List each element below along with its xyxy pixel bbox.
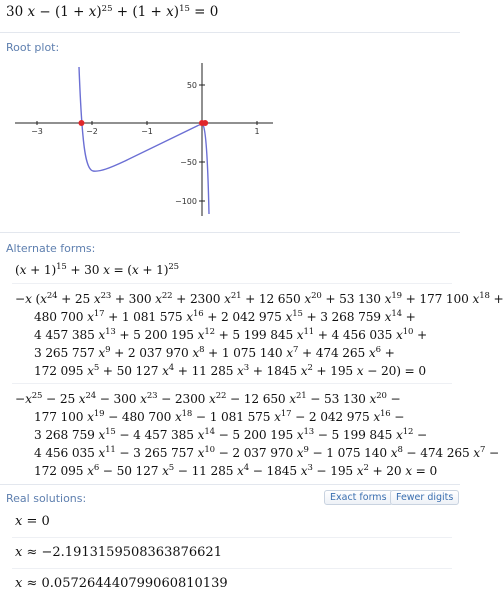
alternate-form-2-line: 3 265 757 $x^9 + 2$ 037 970 $x^8 + 1$ 075 140 $x^7 + 474$ 265 $x^6$ + [34, 345, 395, 360]
alternate-form-3-line: $-x^{25} - 25$ $x^{24} - 300$ $x^{23} - 2300$ $x^{22} - 12$ 650 $x^{21} - 53$ 130 $x^{20}$ − [15, 391, 401, 406]
divider [12, 283, 452, 284]
input-equation: 30 $x - (1 + x)^{25} + (1 + x)^{15} = 0$ [6, 4, 219, 20]
solution-relation: x = [15, 514, 42, 529]
alternate-form-3-line: 172 095 $x^6 - 50$ 127 $x^5 - 11$ 285 $x^4 - 1845$ $x^3 - 195$ $x^2 + 20$ x = 0 [34, 463, 438, 478]
fewer-digits-button[interactable]: Fewer digits [390, 490, 459, 505]
alternate-form-2-line: 4 457 385 $x^{13} + 5$ 200 195 $x^{12} + 5$ 199 845 $x^{11} + 4$ 456 035 $x^{10}$ + [34, 327, 428, 342]
x-tick-label: 1 [254, 127, 260, 136]
x-tick-label: −1 [141, 127, 153, 136]
solution-row [15, 576, 228, 591]
root-marker [202, 120, 208, 126]
y-tick-label: −50 [180, 158, 197, 167]
root-plot-title: Root plot: [6, 41, 60, 54]
y-tick-label: 50 [186, 81, 197, 90]
alternate-form-2-line: 172 095 $x^5 + 50$ 127 $x^4 + 11$ 285 $x^3 + 1845$ $x^2 + 195$ x − 20) = 0 [34, 363, 426, 378]
y-tick-label: −100 [175, 197, 197, 206]
divider [12, 568, 452, 569]
alternate-form-3-line: 3 268 759 $x^{15} - 4$ 457 385 $x^{14} - 5$ 200 195 $x^{13} - 5$ 199 845 $x^{12}$ − [34, 427, 428, 442]
divider [0, 32, 460, 33]
exact-forms-button[interactable]: Exact forms [324, 490, 393, 505]
solution-value: 0 [41, 514, 50, 529]
divider [0, 232, 460, 233]
solution-relation: x ≈ [15, 545, 42, 560]
solution-row [15, 514, 50, 529]
divider [0, 484, 460, 485]
x-tick-label: −3 [31, 127, 43, 136]
solution-row [15, 545, 222, 560]
alternate-form-3-line: 177 100 $x^{19} - 480$ 700 $x^{18} - 1$ 081 575 $x^{17} - 2$ 042 975 $x^{16}$ − [34, 409, 405, 424]
divider [12, 383, 452, 384]
alternate-form-3-line: 4 456 035 $x^{11} - 3$ 265 757 $x^{10} - 2$ 037 970 $x^9 - 1$ 075 140 $x^8 - 474$ 265 $x^7$ − [34, 445, 500, 460]
divider [12, 537, 452, 538]
alternate-form-1: $(x + 1)^{15} + 30$ $x = (x + 1)^{25}$ [15, 262, 179, 277]
alternate-form-2-line: 480 700 $x^{17} + 1$ 081 575 $x^{16} + 2$ 042 975 $x^{15} + 3$ 268 759 $x^{14}$ + [34, 309, 416, 324]
solution-value: −2.1913159508363876621 [41, 545, 222, 560]
x-tick-label: −2 [86, 127, 98, 136]
root-marker [78, 120, 84, 126]
root-plot [15, 58, 275, 218]
solution-value: 0.057264440799060810139 [41, 576, 228, 591]
solution-relation: x ≈ [15, 576, 42, 591]
alternate-form-2-line: −x ($x^{24} + 25$ $x^{23} + 300$ $x^{22} + 2300$ $x^{21} + 12$ 650 $x^{20} + 53$ 130 $x^{19} + 177$ 100 $x^{18}$ + [15, 291, 504, 306]
real-solutions-title: Real solutions: [6, 492, 87, 505]
alternate-forms-title: Alternate forms: [6, 242, 96, 255]
